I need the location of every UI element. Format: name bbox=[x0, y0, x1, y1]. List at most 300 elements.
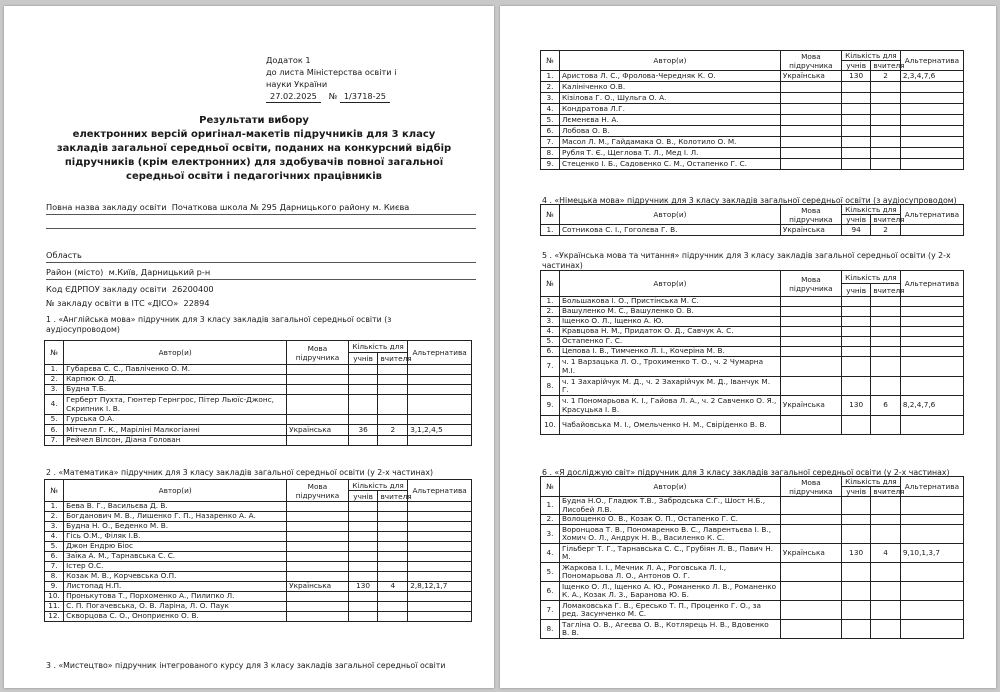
row-language bbox=[780, 137, 841, 148]
row-number: 7. bbox=[541, 601, 560, 620]
row-number: 10. bbox=[541, 416, 560, 435]
col-header-teachers: вчителя bbox=[378, 353, 408, 365]
row-language: Українська bbox=[287, 582, 349, 592]
row-alternative bbox=[900, 104, 963, 115]
row-number: 6. bbox=[45, 425, 64, 436]
col-header-number: № bbox=[45, 480, 64, 502]
col-header-alternative: Альтернатива bbox=[408, 480, 472, 502]
row-teachers-count: 2 bbox=[871, 225, 900, 236]
row-number: 4. bbox=[541, 327, 560, 337]
table-row bbox=[45, 395, 472, 415]
row-students-count bbox=[841, 601, 870, 620]
col-header-students: учнів bbox=[841, 61, 870, 71]
letter-date: 27.02.2025 bbox=[266, 90, 321, 103]
table-row bbox=[541, 82, 964, 93]
title-line-2: електронних версій оригінал-макетів підручників для 3 класу bbox=[72, 129, 436, 140]
number-sign: № bbox=[328, 91, 338, 101]
blank-line bbox=[46, 228, 476, 229]
row-teachers-count bbox=[378, 542, 408, 552]
row-alternative bbox=[408, 592, 472, 602]
row-author: Масол Л. М., Гайдамака О. В., Колотило О. М. bbox=[559, 137, 780, 148]
row-author: Іщенко О. Л., Іщенко А. Ю. bbox=[559, 317, 780, 327]
row-number: 8. bbox=[45, 572, 64, 582]
row-language bbox=[780, 497, 841, 515]
row-teachers-count: 6 bbox=[871, 396, 900, 416]
col-header-author: Автор(и) bbox=[559, 271, 780, 297]
table-ukrainian bbox=[540, 270, 964, 435]
table-row bbox=[541, 582, 964, 601]
col-header-teachers: вчителя bbox=[378, 491, 408, 502]
row-language bbox=[780, 582, 841, 601]
row-number: 4. bbox=[45, 532, 64, 542]
appendix-line-1: Додаток 1 bbox=[266, 55, 311, 65]
col-header-teachers: вчителя bbox=[871, 215, 900, 225]
row-language bbox=[780, 307, 841, 317]
row-language bbox=[287, 375, 349, 385]
row-teachers-count bbox=[871, 416, 900, 435]
row-teachers-count bbox=[871, 126, 900, 137]
row-number: 3. bbox=[45, 522, 64, 532]
row-number: 10. bbox=[45, 592, 64, 602]
row-author: Заїка А. М., Тарнавська С. С. bbox=[64, 552, 287, 562]
row-language bbox=[287, 512, 349, 522]
table-row bbox=[45, 562, 472, 572]
col-header-students: учнів bbox=[841, 284, 870, 297]
row-author: Будна Т.Б. bbox=[64, 385, 287, 395]
col-header-author: Автор(и) bbox=[559, 205, 780, 225]
row-students-count bbox=[841, 347, 870, 357]
its-value: 22894 bbox=[183, 298, 210, 308]
row-alternative bbox=[900, 337, 963, 347]
row-author: ч. 1 Варзацька Л. О., Трохименко Т. О., ч. 2 Чумарна М.І. bbox=[559, 357, 780, 377]
row-alternative: 3,1,2,4,5 bbox=[408, 425, 472, 436]
row-teachers-count bbox=[871, 104, 900, 115]
row-alternative bbox=[900, 563, 963, 582]
row-number: 3. bbox=[45, 385, 64, 395]
col-header-number: № bbox=[541, 271, 560, 297]
row-students-count bbox=[841, 126, 870, 137]
row-number: 4. bbox=[541, 544, 560, 563]
table-row bbox=[541, 416, 964, 435]
col-header-number: № bbox=[45, 341, 64, 365]
row-author: Кравцова Н. М., Придаток О. Д., Савчук А. С. bbox=[559, 327, 780, 337]
row-alternative bbox=[408, 365, 472, 375]
title-line-3: закладів загальної середньої освіти, поданих на конкурсний відбір bbox=[56, 143, 452, 154]
row-author: Кондратова Л.Г. bbox=[559, 104, 780, 115]
col-header-quantity: Кількість для bbox=[841, 271, 900, 284]
row-number: 5. bbox=[541, 563, 560, 582]
row-author: Вашуленко М. С., Вашуленко О. В. bbox=[559, 307, 780, 317]
row-number: 7. bbox=[45, 562, 64, 572]
row-language bbox=[780, 148, 841, 159]
col-header-quantity: Кількість для bbox=[841, 205, 900, 215]
row-number: 1. bbox=[45, 365, 64, 375]
row-language bbox=[287, 415, 349, 425]
document-title bbox=[44, 114, 464, 184]
row-students-count bbox=[348, 502, 378, 512]
oblast-field bbox=[46, 251, 476, 263]
table-row bbox=[541, 126, 964, 137]
row-teachers-count bbox=[871, 377, 900, 396]
row-author: Карпюк О. Д. bbox=[64, 375, 287, 385]
col-header-alternative: Альтернатива bbox=[900, 271, 963, 297]
row-number: 12. bbox=[45, 612, 64, 622]
row-number: 1. bbox=[541, 297, 560, 307]
row-students-count bbox=[841, 357, 870, 377]
table-row bbox=[45, 385, 472, 395]
table-row bbox=[541, 297, 964, 307]
row-number: 5. bbox=[541, 115, 560, 126]
table-row bbox=[541, 327, 964, 337]
col-header-quantity: Кількість для bbox=[348, 480, 407, 491]
table-art bbox=[540, 50, 964, 170]
row-students-count: 36 bbox=[348, 425, 378, 436]
row-alternative bbox=[408, 572, 472, 582]
oblast-label: Область bbox=[46, 250, 82, 260]
table-row bbox=[541, 396, 964, 416]
row-teachers-count bbox=[871, 327, 900, 337]
row-author: Воронцова Т. В., Пономаренко В. С., Лаврентьєва І. В., Хомич О. Л., Андрук Н. В., Василенко К. С. bbox=[559, 525, 780, 544]
row-language: Українська bbox=[780, 225, 841, 236]
row-language bbox=[780, 104, 841, 115]
document-page-left bbox=[4, 6, 494, 688]
row-students-count bbox=[841, 137, 870, 148]
row-language: Українська bbox=[287, 425, 349, 436]
row-number: 6. bbox=[541, 582, 560, 601]
row-students-count: 130 bbox=[841, 396, 870, 416]
row-author: Тагліна О. В., Агеєва О. В., Котлярець Н. В., Вдовенко В. В. bbox=[559, 620, 780, 639]
row-students-count bbox=[841, 148, 870, 159]
row-students-count bbox=[841, 525, 870, 544]
row-teachers-count bbox=[871, 515, 900, 525]
row-students-count bbox=[841, 115, 870, 126]
table-row bbox=[45, 552, 472, 562]
table-row bbox=[541, 347, 964, 357]
row-language bbox=[287, 562, 349, 572]
col-header-students: учнів bbox=[348, 491, 378, 502]
col-header-number: № bbox=[541, 205, 560, 225]
row-alternative bbox=[408, 542, 472, 552]
edrpou-field bbox=[46, 285, 476, 294]
row-author: Істер О.С. bbox=[64, 562, 287, 572]
row-author: Скворцова С. О., Оноприєнко О. В. bbox=[64, 612, 287, 622]
col-header-quantity: Кількість для bbox=[348, 341, 407, 353]
row-number: 2. bbox=[541, 307, 560, 317]
row-alternative bbox=[408, 385, 472, 395]
table-row bbox=[45, 612, 472, 622]
table-row bbox=[541, 115, 964, 126]
row-alternative bbox=[408, 436, 472, 446]
row-teachers-count bbox=[378, 415, 408, 425]
appendix-line-2: до листа Міністерства освіти і bbox=[266, 67, 397, 77]
row-teachers-count bbox=[871, 620, 900, 639]
col-header-author: Автор(и) bbox=[559, 51, 780, 71]
row-number: 6. bbox=[45, 552, 64, 562]
row-number: 3. bbox=[541, 317, 560, 327]
col-header-quantity: Кількість для bbox=[841, 477, 900, 487]
row-students-count: 130 bbox=[348, 582, 378, 592]
row-author: Гільберг Т. Г., Тарнавська С. С., Грубіян Л. В., Павич Н. М. bbox=[559, 544, 780, 563]
table-row bbox=[541, 93, 964, 104]
col-header-author: Автор(и) bbox=[64, 480, 287, 502]
row-teachers-count bbox=[871, 307, 900, 317]
district-field bbox=[46, 268, 476, 280]
row-number: 5. bbox=[45, 415, 64, 425]
row-students-count bbox=[841, 497, 870, 515]
row-students-count bbox=[348, 365, 378, 375]
col-header-number: № bbox=[541, 477, 560, 497]
row-students-count bbox=[348, 385, 378, 395]
row-language: Українська bbox=[780, 544, 841, 563]
row-students-count bbox=[841, 327, 870, 337]
table-row bbox=[45, 532, 472, 542]
row-language bbox=[287, 522, 349, 532]
row-number: 9. bbox=[541, 396, 560, 416]
row-students-count bbox=[348, 522, 378, 532]
row-teachers-count bbox=[378, 592, 408, 602]
col-header-language: Мова підручника bbox=[780, 271, 841, 297]
row-author: Сотникова С. І., Гоголєва Г. В. bbox=[559, 225, 780, 236]
row-alternative bbox=[408, 612, 472, 622]
table-row bbox=[45, 365, 472, 375]
row-teachers-count bbox=[378, 572, 408, 582]
row-language bbox=[780, 327, 841, 337]
table-row bbox=[45, 542, 472, 552]
col-header-alternative: Альтернатива bbox=[900, 51, 963, 71]
table-row bbox=[45, 502, 472, 512]
table-row bbox=[541, 137, 964, 148]
row-alternative bbox=[900, 317, 963, 327]
row-alternative: 2,8,12,1,7 bbox=[408, 582, 472, 592]
row-alternative bbox=[900, 93, 963, 104]
row-number: 9. bbox=[45, 582, 64, 592]
table-row bbox=[541, 357, 964, 377]
row-language bbox=[780, 159, 841, 170]
row-alternative bbox=[408, 532, 472, 542]
row-number: 2. bbox=[45, 512, 64, 522]
row-number: 7. bbox=[541, 137, 560, 148]
row-students-count bbox=[841, 582, 870, 601]
row-alternative bbox=[900, 137, 963, 148]
col-header-language: Мова підручника bbox=[780, 477, 841, 497]
row-number: 1. bbox=[541, 497, 560, 515]
row-alternative bbox=[408, 522, 472, 532]
section-title-ukrainian: 5 . «Українська мова та читання» підручник для 3 класу закладів загальної середньої освіти (у 2-х частинах) bbox=[542, 251, 951, 270]
row-language bbox=[287, 502, 349, 512]
table-german bbox=[540, 204, 964, 236]
row-author: Будна Н. О., Беденко М. В. bbox=[64, 522, 287, 532]
row-number: 1. bbox=[541, 71, 560, 82]
row-students-count bbox=[348, 612, 378, 622]
row-number: 7. bbox=[45, 436, 64, 446]
row-alternative bbox=[900, 357, 963, 377]
table-math bbox=[44, 479, 472, 622]
row-author: Богданович М. В., Лишенко Г. П., Назаренко А. А. bbox=[64, 512, 287, 522]
row-language bbox=[287, 542, 349, 552]
row-alternative bbox=[900, 582, 963, 601]
row-language bbox=[780, 377, 841, 396]
col-header-students: учнів bbox=[841, 487, 870, 497]
table-row bbox=[541, 337, 964, 347]
row-students-count bbox=[841, 297, 870, 307]
row-teachers-count: 4 bbox=[378, 582, 408, 592]
row-author: Жаркова І. І., Мечник Л. А., Роговська Л. І., Пономарьова Л. О., Антонов О. Г. bbox=[559, 563, 780, 582]
table-row bbox=[45, 522, 472, 532]
row-students-count bbox=[348, 395, 378, 415]
letter-number: 1/3718-25 bbox=[340, 90, 390, 103]
row-language bbox=[780, 515, 841, 525]
row-language bbox=[780, 601, 841, 620]
row-number: 9. bbox=[541, 159, 560, 170]
row-alternative: 8,2,4,7,6 bbox=[900, 396, 963, 416]
row-alternative bbox=[900, 159, 963, 170]
row-author: Пронькутова Т., Порхоменко А., Пилипко Л. bbox=[64, 592, 287, 602]
row-alternative bbox=[408, 552, 472, 562]
row-teachers-count bbox=[378, 602, 408, 612]
row-alternative bbox=[900, 601, 963, 620]
row-author: Аристова Л. С., Фролова-Чередняк К. О. bbox=[559, 71, 780, 82]
row-language bbox=[287, 365, 349, 375]
table-row bbox=[541, 225, 964, 236]
row-teachers-count bbox=[871, 582, 900, 601]
row-teachers-count bbox=[871, 82, 900, 93]
row-students-count bbox=[841, 317, 870, 327]
col-header-language: Мова підручника bbox=[287, 480, 349, 502]
row-author: Листопад Н.П. bbox=[64, 582, 287, 592]
row-teachers-count bbox=[871, 115, 900, 126]
title-line-1: Результати вибору bbox=[199, 115, 309, 126]
col-header-language: Мова підручника bbox=[780, 51, 841, 71]
row-alternative bbox=[900, 347, 963, 357]
row-teachers-count bbox=[871, 525, 900, 544]
row-author: Цепова І. В., Тимченко Л. І., Кочеріна М. В. bbox=[559, 347, 780, 357]
row-author: Лєменєва Н. А. bbox=[559, 115, 780, 126]
appendix-line-3: науки України bbox=[266, 79, 328, 89]
col-header-students: учнів bbox=[841, 215, 870, 225]
row-alternative: 9,10,1,3,7 bbox=[900, 544, 963, 563]
row-students-count: 130 bbox=[841, 71, 870, 82]
row-alternative bbox=[900, 525, 963, 544]
row-students-count bbox=[348, 602, 378, 612]
title-line-5: середньої освіти і педагогічних працівників bbox=[126, 171, 382, 182]
row-number: 4. bbox=[45, 395, 64, 415]
row-language bbox=[287, 612, 349, 622]
row-language bbox=[780, 563, 841, 582]
table-row bbox=[45, 572, 472, 582]
row-author: Рубля Т. Є., Щеглова Т. Л., Мед І. Л. bbox=[559, 148, 780, 159]
row-author: Гісь О.М., Філяк І.В. bbox=[64, 532, 287, 542]
row-students-count bbox=[348, 562, 378, 572]
row-teachers-count bbox=[378, 395, 408, 415]
row-alternative bbox=[900, 515, 963, 525]
row-students-count bbox=[841, 563, 870, 582]
row-language bbox=[287, 532, 349, 542]
school-name-field bbox=[46, 203, 476, 215]
table-row bbox=[45, 425, 472, 436]
row-number: 1. bbox=[45, 502, 64, 512]
col-header-teachers: вчителя bbox=[871, 284, 900, 297]
row-students-count bbox=[841, 82, 870, 93]
row-alternative bbox=[408, 512, 472, 522]
row-number: 8. bbox=[541, 148, 560, 159]
row-students-count bbox=[841, 515, 870, 525]
table-row bbox=[45, 602, 472, 612]
table-row bbox=[45, 415, 472, 425]
row-teachers-count bbox=[871, 159, 900, 170]
row-teachers-count bbox=[378, 562, 408, 572]
row-alternative bbox=[900, 497, 963, 515]
row-author: Остапенко Г. С. bbox=[559, 337, 780, 347]
col-header-quantity: Кількість для bbox=[841, 51, 900, 61]
row-language bbox=[780, 115, 841, 126]
col-header-language: Мова підручника bbox=[780, 205, 841, 225]
row-students-count bbox=[348, 572, 378, 582]
row-author: Лобова О. В. bbox=[559, 126, 780, 137]
row-author: Джон Ендрю Біос bbox=[64, 542, 287, 552]
title-line-4: підручників (крім електронних) для здобувачів повної загальної bbox=[64, 157, 444, 168]
row-students-count bbox=[841, 620, 870, 639]
row-alternative bbox=[900, 307, 963, 317]
row-author: Стеценко І. Б., Садовенко С. М., Остапенко Г. С. bbox=[559, 159, 780, 170]
row-teachers-count bbox=[871, 137, 900, 148]
row-author: Кізілова Г. О., Шульга О. А. bbox=[559, 93, 780, 104]
row-number: 5. bbox=[45, 542, 64, 552]
col-header-alternative: Альтернатива bbox=[900, 477, 963, 497]
row-alternative bbox=[900, 225, 963, 236]
row-number: 3. bbox=[541, 525, 560, 544]
table-row bbox=[541, 620, 964, 639]
row-teachers-count bbox=[871, 148, 900, 159]
row-alternative: 2,3,4,7,6 bbox=[900, 71, 963, 82]
row-teachers-count bbox=[378, 375, 408, 385]
row-author: ч. 1 Захарійчук М. Д., ч. 2 Захарійчук М. Д., Іванчук М. Г. bbox=[559, 377, 780, 396]
row-number: 6. bbox=[541, 347, 560, 357]
row-author: С. П. Погачевська, О. В. Ларіна, Л. О. Паук bbox=[64, 602, 287, 612]
row-author: Герберт Пухта, Гюнтер Гернгрос, Пітер Льюїс-Джонс, Скрипник І. В. bbox=[64, 395, 287, 415]
row-students-count bbox=[348, 552, 378, 562]
row-alternative bbox=[900, 82, 963, 93]
table-world bbox=[540, 476, 964, 639]
section-title-world: 6 . «Я досліджую світ» підручник для 3 класу закладів загальної середньої освіти (у 2-х частинах) bbox=[542, 468, 950, 477]
row-number: 6. bbox=[541, 126, 560, 137]
col-header-alternative: Альтернатива bbox=[408, 341, 472, 365]
row-students-count: 130 bbox=[841, 544, 870, 563]
row-language bbox=[780, 416, 841, 435]
district-value: м.Київ, Дарницький р-н bbox=[108, 267, 211, 277]
row-teachers-count: 4 bbox=[871, 544, 900, 563]
row-teachers-count bbox=[871, 337, 900, 347]
row-language bbox=[780, 620, 841, 639]
table-row bbox=[541, 515, 964, 525]
row-number: 2. bbox=[541, 82, 560, 93]
table-row bbox=[541, 317, 964, 327]
row-number: 8. bbox=[541, 377, 560, 396]
table-row bbox=[541, 497, 964, 515]
table-row bbox=[45, 582, 472, 592]
col-header-author: Автор(и) bbox=[559, 477, 780, 497]
row-number: 4. bbox=[541, 104, 560, 115]
row-students-count bbox=[841, 159, 870, 170]
edrpou-value: 26200400 bbox=[171, 284, 214, 294]
row-author: Большакова І. О., Пристінська М. С. bbox=[559, 297, 780, 307]
appendix-header bbox=[266, 54, 466, 103]
row-students-count bbox=[348, 592, 378, 602]
row-students-count bbox=[348, 542, 378, 552]
row-teachers-count bbox=[871, 93, 900, 104]
table-row bbox=[541, 159, 964, 170]
row-teachers-count bbox=[871, 357, 900, 377]
row-teachers-count: 2 bbox=[378, 425, 408, 436]
